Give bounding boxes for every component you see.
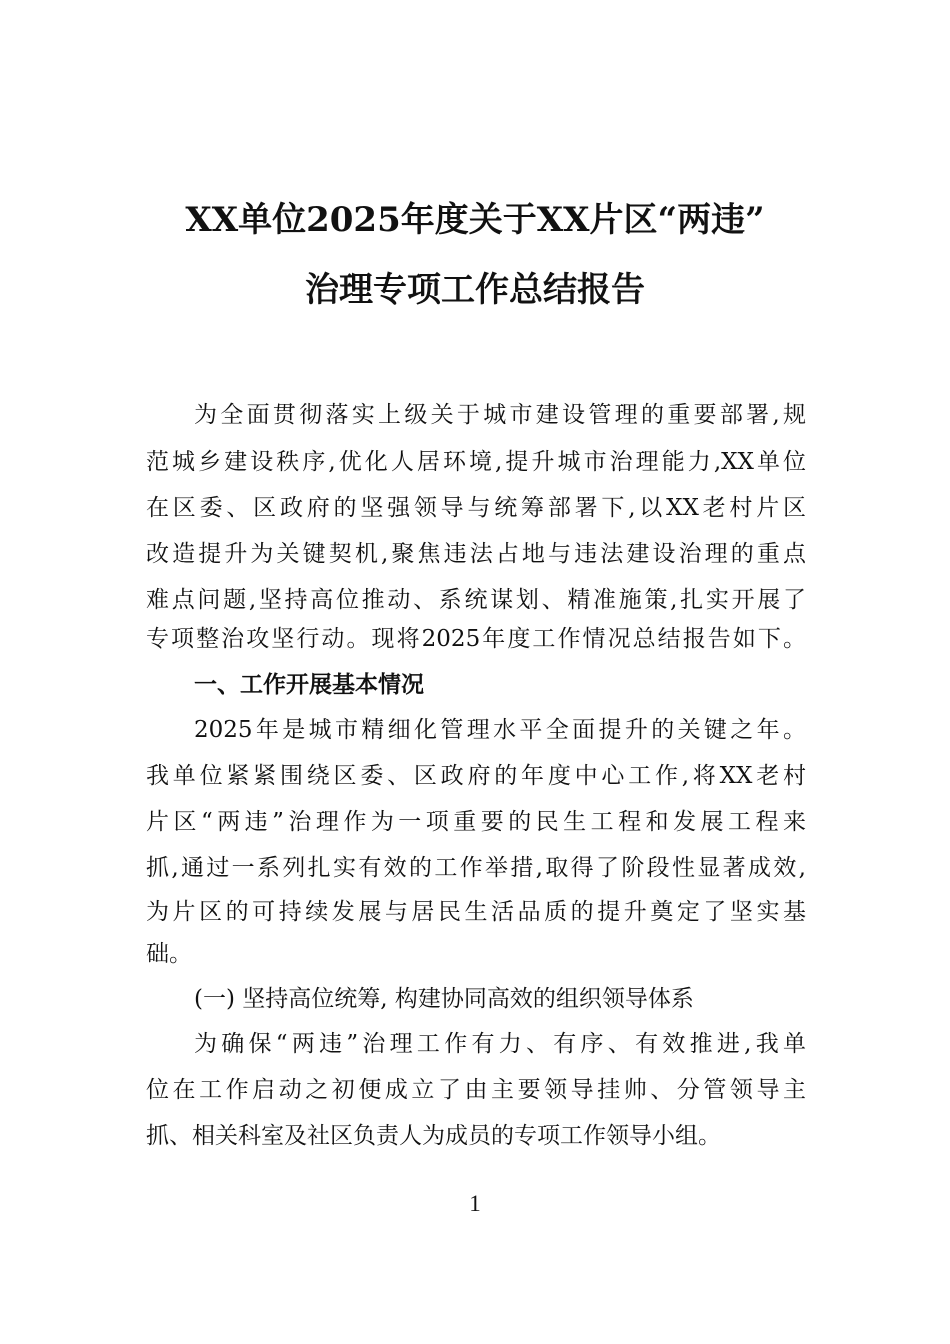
intro-line-6: 专项整治攻坚行动。现将2025年度工作情况总结报告如下。 — [146, 626, 806, 652]
subsection1-line-3: 抓、相关科室及社区负责人为成员的专项工作领导小组。 — [146, 1123, 721, 1149]
intro-line-5: 难点问题,坚持高位推动、系统谋划、精准施策,扎实开展了 — [146, 587, 806, 613]
section1-line-4: 抓,通过一系列扎实有效的工作举措,取得了阶段性显著成效, — [146, 855, 806, 881]
intro-line-4: 改造提升为关键契机,聚焦违法占地与违法建设治理的重点 — [146, 541, 806, 567]
section1-line-3: 片区“两违”治理作为一项重要的民生工程和发展工程来 — [146, 809, 806, 835]
section1-line-1: 2025年是城市精细化管理水平全面提升的关键之年。 — [194, 717, 806, 743]
subsection-heading-1: (一) 坚持高位统筹, 构建协同高效的组织领导体系 — [194, 986, 694, 1012]
intro-line-3: 在区委、区政府的坚强领导与统筹部署下,以XX老村片区 — [146, 495, 806, 521]
section1-line-5: 为片区的可持续发展与居民生活品质的提升奠定了坚实基 — [146, 899, 806, 925]
section-heading-1: 一、工作开展基本情况 — [194, 672, 424, 698]
section1-line-2: 我单位紧紧围绕区委、区政府的年度中心工作,将XX老村 — [146, 763, 806, 789]
intro-line-2: 范城乡建设秩序,优化人居环境,提升城市治理能力,XX单位 — [146, 449, 806, 475]
subsection1-line-2: 位在工作启动之初便成立了由主要领导挂帅、分管领导主 — [146, 1077, 806, 1103]
intro-line-1: 为全面贯彻落实上级关于城市建设管理的重要部署,规 — [194, 402, 806, 428]
document-title-line-1: XX单位2025年度关于XX片区“两违” — [185, 200, 765, 240]
page-number: 1 — [469, 1191, 481, 1216]
subsection1-line-1: 为确保“两违”治理工作有力、有序、有效推进,我单 — [194, 1031, 806, 1057]
document-title-line-2: 治理专项工作总结报告 — [305, 270, 645, 310]
section1-line-6: 础。 — [146, 941, 192, 967]
